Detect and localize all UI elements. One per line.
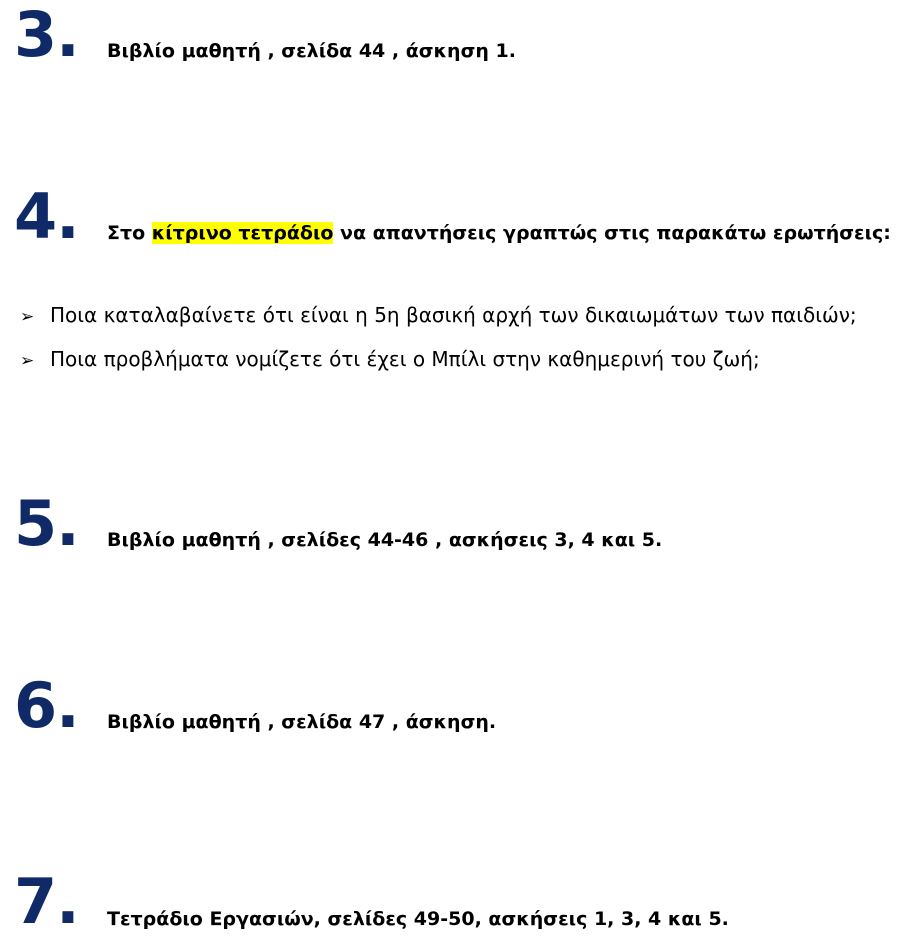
item-number-5: 5. xyxy=(14,487,79,560)
item-text-7: Τετράδιο Εργασιών, σελίδες 49-50, ασκήσεις 1, 3, 4 και 5. xyxy=(107,908,729,930)
item-text-6: Βιβλίο μαθητή , σελίδα 47 , άσκηση. xyxy=(107,711,497,733)
item-text-5: Βιβλίο μαθητή , σελίδες 44-46 , ασκήσεις 3, 4 και 5. xyxy=(107,529,663,551)
question-text-1: Ποια καταλαβαίνετε ότι είναι η 5η βασική αρχή των δικαιωμάτων των παιδιών; xyxy=(50,303,857,327)
item-text-3: Βιβλίο μαθητή , σελίδα 44 , άσκηση 1. xyxy=(107,40,516,62)
item-number-6: 6. xyxy=(14,669,79,742)
item-number-4: 4. xyxy=(14,180,79,253)
item-text-4-after: να απαντήσεις γραπτώς στις παρακάτω ερωτήσεις: xyxy=(333,222,891,244)
item-text-4 xyxy=(107,221,891,245)
arrow-bullet-icon: ➢ xyxy=(20,351,35,371)
item-number-7: 7. xyxy=(14,865,79,938)
question-text-2: Ποια προβλήματα νομίζετε ότι έχει ο Μπίλι στην καθημερινή του ζωή; xyxy=(50,347,760,371)
question-item-2 xyxy=(20,346,760,374)
arrow-bullet-icon: ➢ xyxy=(20,307,35,327)
highlighted-phrase: κίτρινο τετράδιο xyxy=(151,222,334,244)
question-item-1 xyxy=(20,302,857,330)
item-text-4-before: Στο xyxy=(107,222,152,244)
item-number-3: 3. xyxy=(14,0,79,71)
